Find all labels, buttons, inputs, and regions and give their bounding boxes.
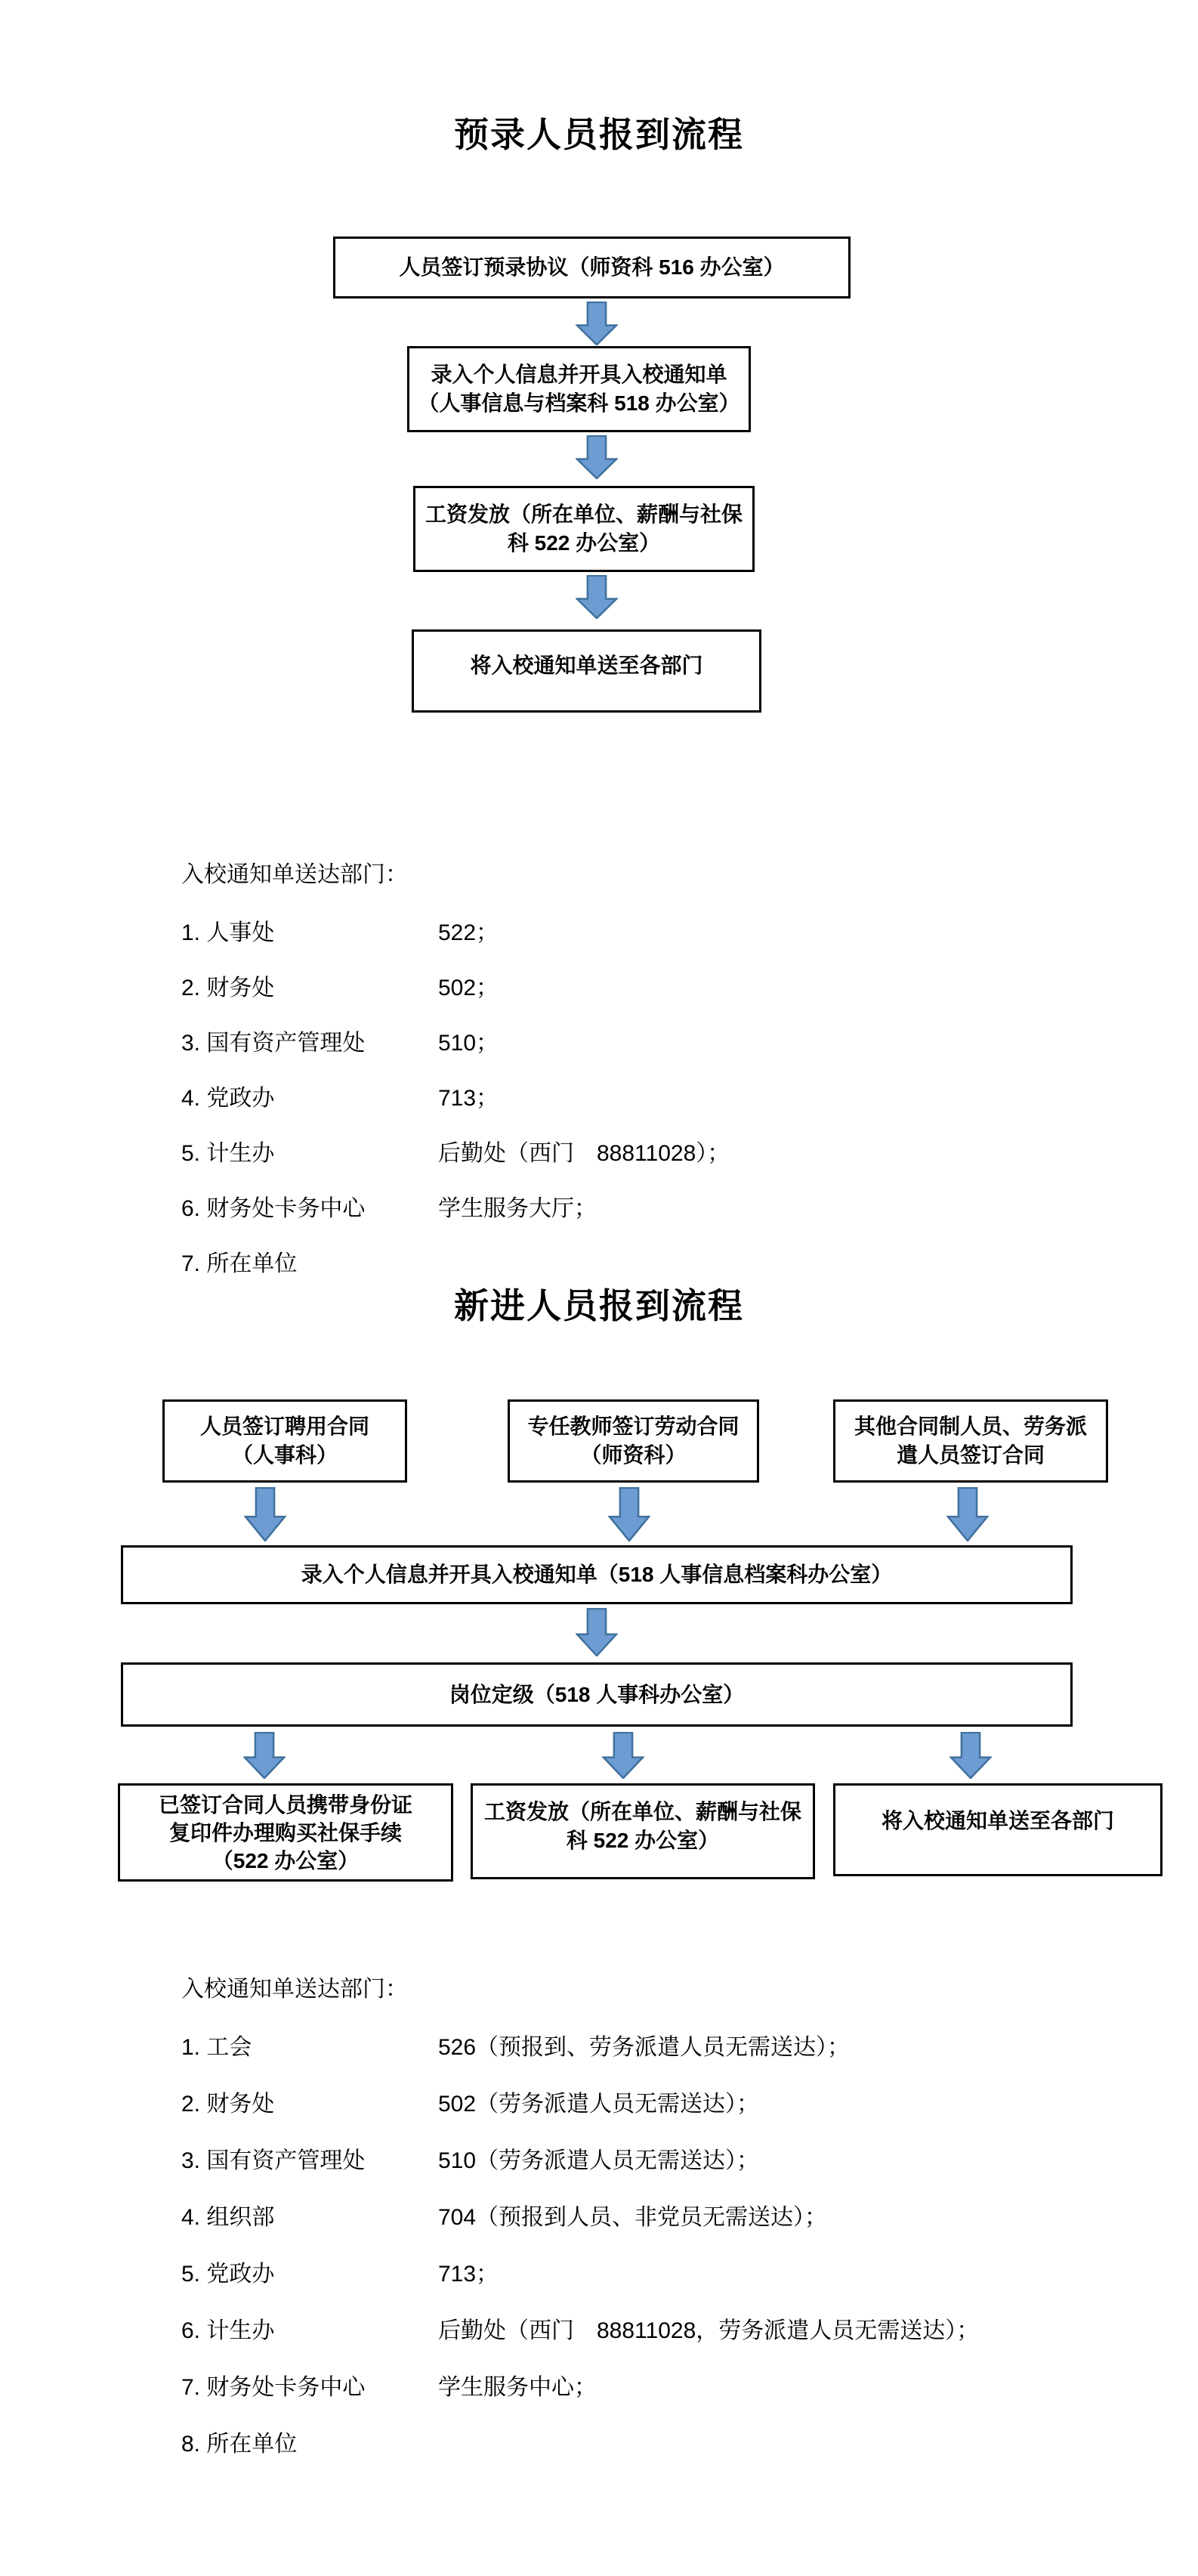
down-arrow-icon <box>608 1487 650 1542</box>
flow1-box-delivery <box>412 629 761 713</box>
list1-header: 入校通知单送达部门： <box>181 862 408 887</box>
list-item-label: 8. 所在单位 <box>181 2432 298 2457</box>
list-item-label: 7. 财务处卡务中心 <box>181 2375 366 2400</box>
flow2-box-social-line1: 已签订合同人员携带身份证 <box>158 1792 412 1817</box>
flow2-box-salary <box>471 1783 815 1879</box>
flow2-box-grade <box>121 1662 1073 1727</box>
list-item-value: 学生服务大厅； <box>438 1196 597 1221</box>
flow2-box-delivery-text: 将入校通知单送至各部门 <box>881 1809 1114 1832</box>
flow2-box-entry-info <box>121 1545 1073 1604</box>
list-item-value: 学生服务中心； <box>438 2375 597 2400</box>
list-item-value: 502； <box>438 976 499 1000</box>
down-arrow-icon <box>576 302 618 345</box>
flow1-box-sign-agreement-text: 人员签订预录协议（师资科 516 办公室） <box>399 255 785 279</box>
down-arrow-icon <box>576 575 618 619</box>
down-arrow-icon <box>576 435 618 479</box>
list-item-label: 2. 财务处 <box>181 2092 275 2117</box>
down-arrow-icon <box>576 1608 618 1656</box>
list-item-label: 6. 财务处卡务中心 <box>181 1196 366 1221</box>
flow2-box-other-line2: 遣人员签订合同 <box>896 1443 1045 1467</box>
list-item-value: 后勤处（西门 88811028）； <box>438 1141 730 1166</box>
flowchart1-title: 预录人员报到流程 <box>454 116 744 154</box>
flow2-box-other-contract <box>833 1399 1108 1483</box>
list-item-label: 5. 党政办 <box>181 2262 275 2287</box>
list-item-value: 510（劳务派遣人员无需送达）； <box>438 2148 760 2173</box>
list-item-label: 1. 工会 <box>181 2035 252 2060</box>
flow2-box-delivery <box>833 1783 1162 1876</box>
list-item-value: 后勤处（西门 88811028，劳务派遣人员无需送达）； <box>438 2318 980 2343</box>
flow1-box-salary-line2: 科 522 办公室） <box>507 531 661 555</box>
list-item-value: 704（预报到人员、非党员无需送达）； <box>438 2205 828 2230</box>
down-arrow-icon <box>946 1487 989 1542</box>
list-item-label: 5. 计生办 <box>181 1141 275 1166</box>
flow2-box-contract-line1: 人员签订聘用合同 <box>199 1415 369 1438</box>
list-item-label: 7. 所在单位 <box>181 1251 298 1276</box>
list-item-value: 713； <box>438 1086 499 1111</box>
flowchart2-title: 新进人员报到流程 <box>454 1287 744 1325</box>
flow1-box-entry-info-line1: 录入个人信息并开具入校通知单 <box>431 363 727 386</box>
list-item-value: 522； <box>438 920 499 945</box>
list-item-label: 4. 组织部 <box>181 2205 275 2230</box>
list-item-label: 4. 党政办 <box>181 1086 275 1111</box>
flow2-box-teacher-line2: （师资科） <box>580 1443 687 1467</box>
down-arrow-icon <box>244 1487 286 1542</box>
list-item-value: 502（劳务派遣人员无需送达）； <box>438 2092 760 2117</box>
list-item-value: 510； <box>438 1031 499 1056</box>
down-arrow-icon <box>602 1732 644 1779</box>
flow2-box-teacher <box>508 1399 759 1483</box>
flow2-box-entry-text: 录入个人信息并开具入校通知单（518 人事信息档案科办公室） <box>301 1563 893 1586</box>
flow2-box-social-line3: （522 办公室） <box>212 1848 360 1872</box>
flow2-box-other-line1: 其他合同制人员、劳务派 <box>854 1415 1087 1438</box>
flow2-box-salary-line1: 工资发放（所在单位、薪酬与社保 <box>483 1800 801 1823</box>
list-item-value: 713； <box>438 2262 499 2287</box>
list-item-label: 3. 国有资产管理处 <box>181 2148 366 2173</box>
flow1-box-sign-agreement <box>333 237 851 298</box>
flow2-box-grade-text: 岗位定级（518 人事科办公室） <box>449 1682 745 1706</box>
flow1-box-delivery-text: 将入校通知单送至各部门 <box>470 654 703 677</box>
list-item-label: 2. 财务处 <box>181 976 275 1000</box>
list-item-label: 1. 人事处 <box>181 920 275 945</box>
flow2-box-contract-line2: （人事科） <box>231 1443 338 1467</box>
flow2-box-social-line2: 复印件办理购买社保手续 <box>168 1820 402 1845</box>
list-item-label: 3. 国有资产管理处 <box>181 1031 366 1056</box>
list-item-value: 526（预报到、劳务派遣人员无需送达）； <box>438 2035 851 2060</box>
list-item-label: 6. 计生办 <box>181 2318 275 2343</box>
flow1-box-salary <box>413 486 755 572</box>
down-arrow-icon <box>243 1732 286 1779</box>
flow1-box-salary-line1: 工资发放（所在单位、薪酬与社保 <box>425 503 743 526</box>
flow2-box-teacher-line1: 专任教师签订劳动合同 <box>527 1415 739 1438</box>
down-arrow-icon <box>949 1732 992 1779</box>
flow1-box-entry-info <box>407 346 751 432</box>
flow2-box-social-insurance <box>118 1783 453 1882</box>
flow1-box-entry-info-line2: （人事信息与档案科 518 办公室） <box>418 391 740 415</box>
list2-header: 入校通知单送达部门： <box>181 1977 408 2002</box>
flow2-box-salary-line2: 科 522 办公室） <box>566 1829 720 1852</box>
flow2-box-contract-staff <box>162 1399 407 1483</box>
